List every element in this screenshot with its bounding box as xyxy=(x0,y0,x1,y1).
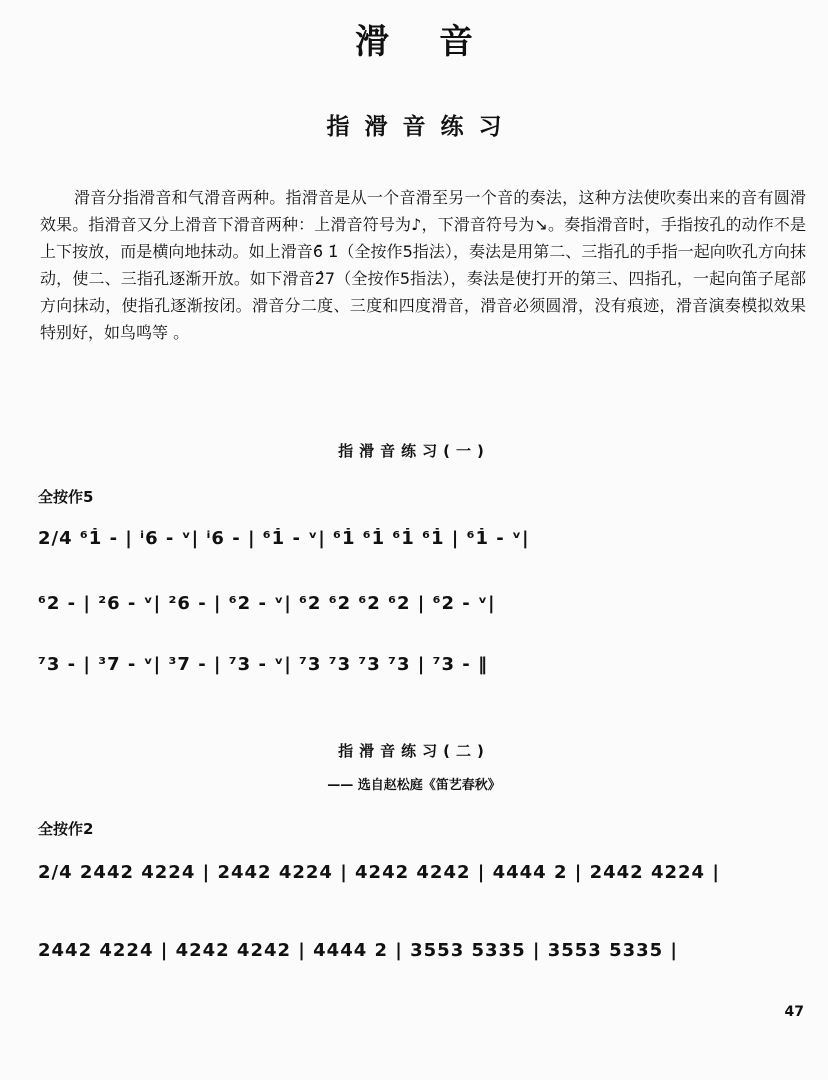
exercise-2-source: —— 选自赵松庭《笛艺春秋》 xyxy=(327,778,501,793)
section-title: 指滑音练习 xyxy=(326,113,517,140)
exercise-1-fingering: 全按作5 xyxy=(38,488,94,506)
exercise-1-row-2: ⁶2 - | ²6 - ᵛ| ²6 - | ⁶2 - ᵛ| ⁶2 ⁶2 ⁶2 ⁶2 | ⁶2 - ᵛ| xyxy=(38,593,496,614)
exercise-2-fingering: 全按作2 xyxy=(38,820,94,838)
exercise-1-row-3: ⁷3 - | ³7 - ᵛ| ³7 - | ⁷3 - ᵛ| ⁷3 ⁷3 ⁷3 ⁷3 | ⁷3 - ‖ xyxy=(38,654,488,675)
page-title: 滑音 xyxy=(355,22,523,62)
exercise-2-row-2: 2442 4224 | 4242 4242 | 4444 2 | 3553 5335 | 3553 5335 | xyxy=(38,940,679,961)
exercise-1-title: 指滑音练习(一) xyxy=(338,442,490,460)
page-number: 47 xyxy=(784,1004,804,1020)
exercise-2-row-1: 2/4 2442 4224 | 2442 4224 | 4242 4242 | 4444 2 | 2442 4224 | xyxy=(38,862,720,883)
intro-paragraph: 滑音分指滑音和气滑音两种。指滑音是从一个音滑至另一个音的奏法，这种方法使吹奏出来的音有圆滑效果。指滑音又分上滑音下滑音两种：上滑音符号为♪，下滑音符号为↘。奏指滑音时，手指按孔的动作不是上下按放，而是横向地抹动。如上滑音6̄ 1̇（全按作5指法），奏法是用第二、三指孔的手指一起向吹孔方向抹动，使二、三指孔逐渐开放。如下滑音2̂7（全按作5指法），奏法是使打开的第三、四指孔，一起向笛子尾部方向抹动，使指孔逐渐按闭。滑音分二度、三度和四度滑音，滑音必须圆滑，没有痕迹，滑音演奏模拟效果特别好，如鸟鸣等 。 xyxy=(40,188,806,342)
exercise-2-title: 指滑音练习(二) xyxy=(338,742,490,760)
exercise-1-row-1: 2/4 ⁶1̇ - | ⁱ6 - ᵛ| ⁱ6 - | ⁶1̇ - ᵛ| ⁶1̇ ⁶1̇ ⁶1̇ ⁶1̇ | ⁶1̇ - ᵛ| xyxy=(38,528,530,549)
